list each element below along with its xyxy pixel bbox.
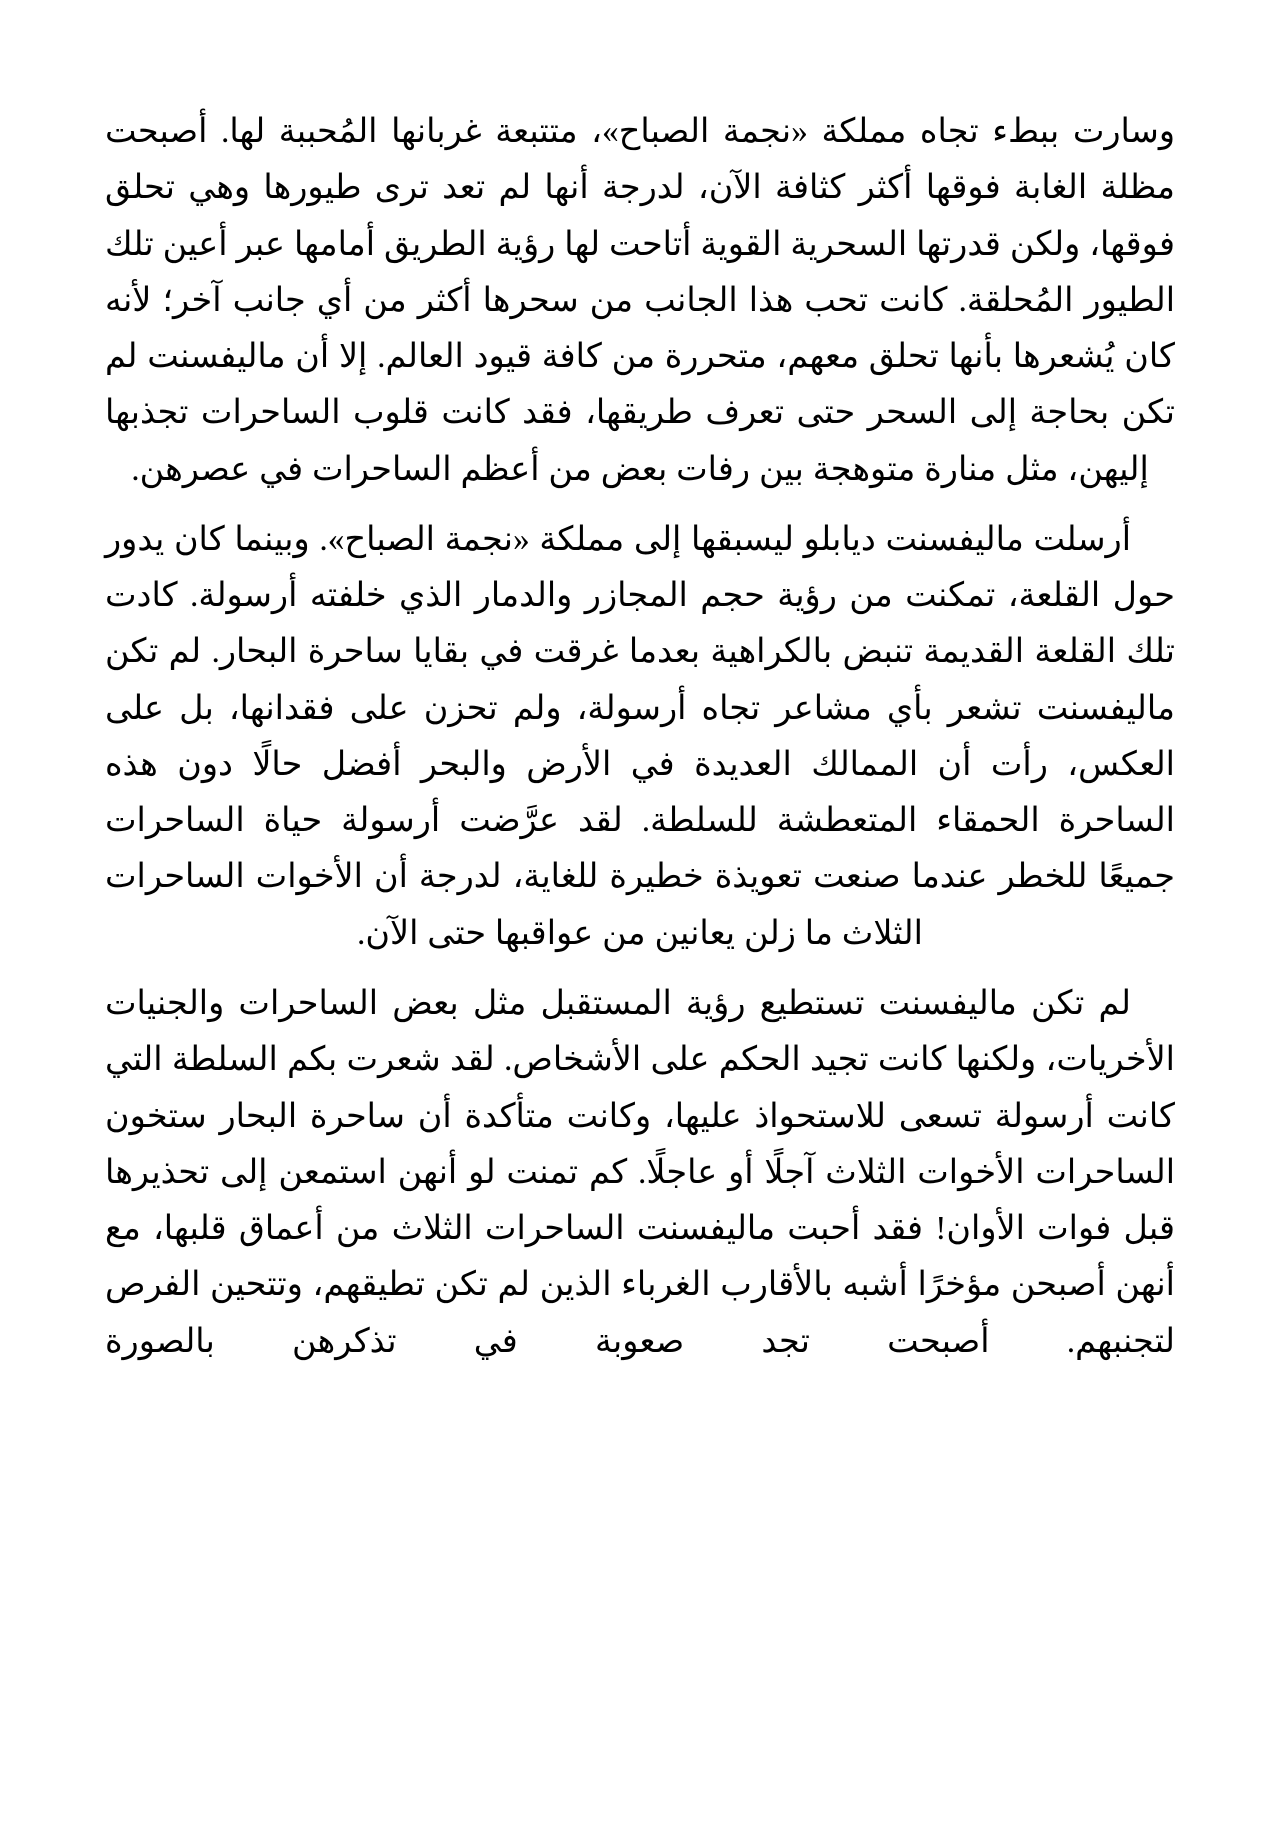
page-text-body — [105, 104, 1175, 1370]
paragraph-1: وسارت ببطء تجاه مملكة «نجمة الصباح»، متتبعة غربانها المُحببة لها. أصبحت مظلة الغابة فوقها أكثر كثافة الآن، لدرجة أنها لم تعد ترى طيورها وهي تحلق فوقها، ولكن قدرتها السحرية القوية أتاحت لها رؤية الطريق أمامها عبر أعين تلك الطيور المُحلقة. كانت تحب هذا الجانب من سحرها أكثر من أي جانب آخر؛ لأنه كان يُشعرها بأنها تحلق معهم، متحررة من كافة قيود العالم. إلا أن ماليفسنت لم تكن بحاجة إلى السحر حتى تعرف طريقها، فقد كانت قلوب الساحرات تجذبها إليهن، مثل منارة متوهجة بين رفات بعض من أعظم الساحرات في عصرهن. — [105, 113, 1175, 488]
paragraph-3: لم تكن ماليفسنت تستطيع رؤية المستقبل مثل بعض الساحرات والجنيات الأخريات، ولكنها كانت تجيد الحكم على الأشخاص. لقد شعرت بكم السلطة التي كانت أرسولة تسعى للاستحواذ عليها، وكانت متأكدة أن ساحرة البحار ستخون الساحرات الأخوات الثلاث آجلًا أو عاجلًا. كم تمنت لو أنهن استمعن إلى تحذيرها قبل فوات الأوان! فقد أحبت ماليفسنت الساحرات الثلاث من أعماق قلبها، مع أنهن أصبحن مؤخرًا أشبه بالأقارب الغرباء الذين لم تكن تطيقهم، وتتحين الفرص لتجنبهم. أصبحت تجد صعوبة في تذكرهن بالصورة — [105, 984, 1175, 1360]
paragraph-2: أرسلت ماليفسنت ديابلو ليسبقها إلى مملكة «نجمة الصباح». وبينما كان يدور حول القلعة، تمكنت من رؤية حجم المجازر والدمار الذي خلفته أرسولة. كادت تلك القلعة القديمة تنبض بالكراهية بعدما غرقت في بقايا ساحرة البحار. لم تكن ماليفسنت تشعر بأي مشاعر تجاه أرسولة، ولم تحزن على فقدانها، بل على العكس، رأت أن الممالك العديدة في الأرض والبحر أفضل حالًا دون هذه الساحرة الحمقاء المتعطشة للسلطة. لقد عرَّضت أرسولة حياة الساحرات جميعًا للخطر عندما صنعت تعويذة خطيرة للغاية، لدرجة أن الأخوات الساحرات الثلاث ما زلن يعانين من عواقبها حتى الآن. — [105, 520, 1175, 952]
